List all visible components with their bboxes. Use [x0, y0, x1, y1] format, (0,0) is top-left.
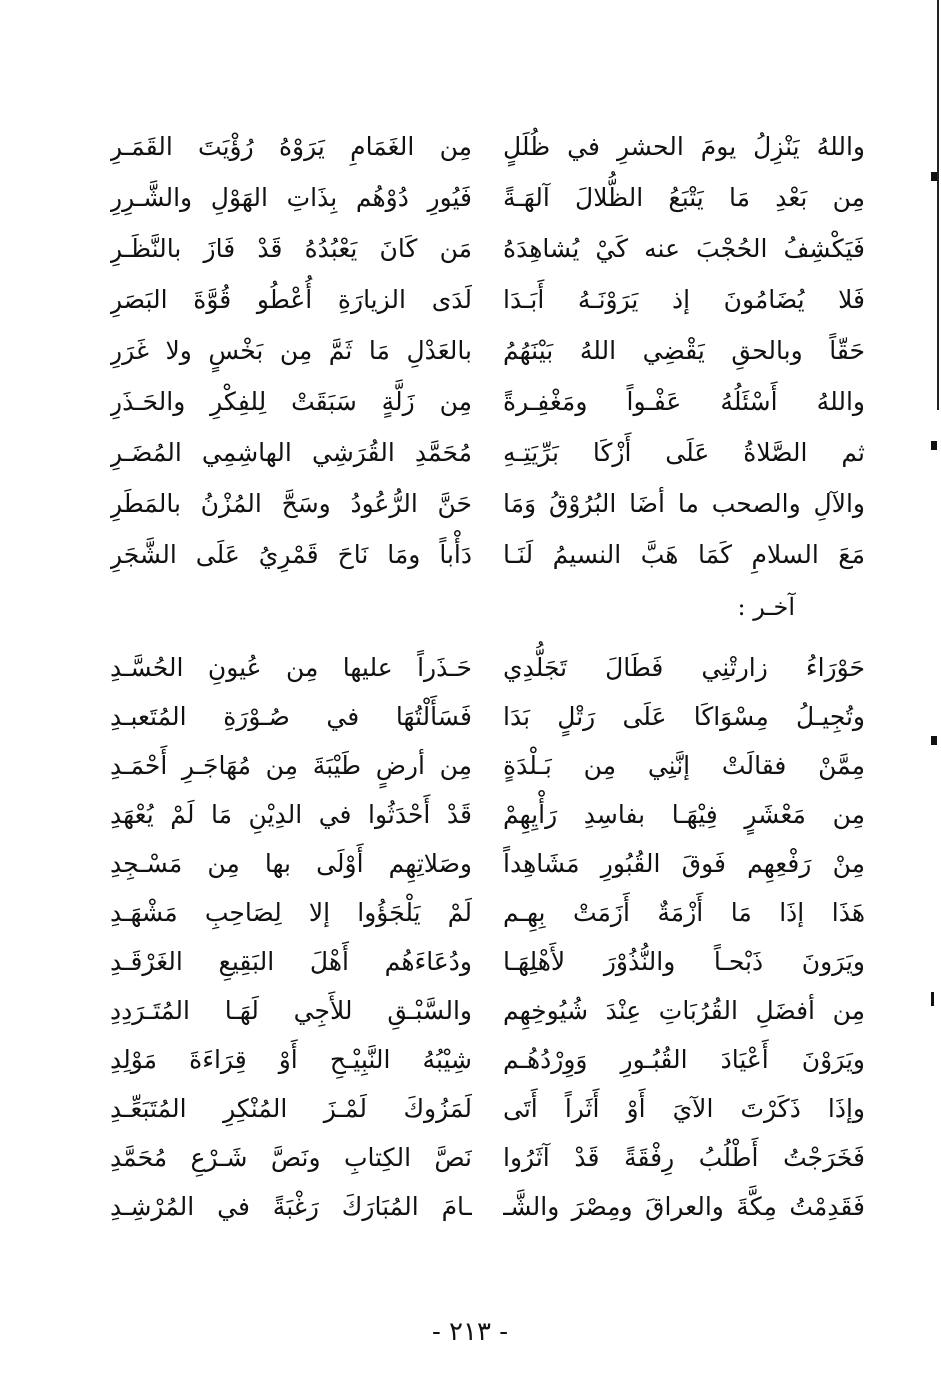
verse-second-hemistich: مِن زَلَّةٍ سَبَقَتْ لِلفِكْرِ والحَـذَرِ: [110, 387, 472, 416]
verse-first-hemistich: ثم الصَّلاةُ عَلَى أَزْكَا بَرِّيَتِـهِ: [503, 438, 865, 467]
verse-second-hemistich: حَنَّ الرُّعُودُ وسَحَّ المُزْنُ بالمَطَرِ: [110, 489, 472, 518]
verse-first-hemistich: مِمَّنْ فقالَتْ إنَّنِي مِن بَـلْدَةٍ: [503, 751, 865, 780]
verse: [0, 885, 941, 941]
verse-first-hemistich: مِن أفضَلِ القُرُبَاتِ عِنْدَ شُيُوخِهِم: [503, 996, 865, 1025]
verse-first-hemistich: فَلا يُضَامُونَ إذ يَرَوْنَـهُ أَبَـدَا: [503, 285, 865, 314]
verse: [0, 934, 941, 990]
verse: [0, 476, 941, 532]
verse-first-hemistich: وتُجِيـلُ مِسْوَاكَا عَلَى رَتْلٍ بَدَا: [503, 702, 865, 731]
verse-first-hemistich: واللهُ يَنْزِلُ يومَ الحشرِ في ظُلَلٍ: [503, 132, 865, 161]
verse-first-hemistich: مَعَ السلامِ كَمَا هَبَّ النسيمُ لَنَـا: [503, 540, 865, 569]
verse-second-hemistich: والسَّبْـقِ للأَجِي لَهَـا المُتَـرَدِدِ: [110, 996, 472, 1025]
verse-second-hemistich: وصَلاتِهِم أَوْلَى بها مِن مَسْـجِدِ: [110, 849, 472, 878]
verse: [0, 374, 941, 430]
verse-second-hemistich: لَمَزُوكَ لَمْـزَ المُنْكِرِ المُتَبَعِّـدِ: [110, 1094, 472, 1123]
verse-second-hemistich: فَيُورِ دُوْهُم بِذَاتِ الهَوْلِ والشَّـرِرِ: [110, 183, 472, 212]
verse: [0, 221, 941, 277]
verse: [0, 1081, 941, 1137]
verse-first-hemistich: ويَرَوْنَ أَعْيَادَ القُبُـورِ وَوِرْدُهُـم: [503, 1045, 865, 1074]
verse-first-hemistich: هَذَا إذَا مَا أَزْمَةٌ أَزَمَتْ بِهِـم: [503, 898, 865, 927]
verse-first-hemistich: واللهُ أَسْئَلُهُ عَفْـواً ومَغْفِـرةً: [503, 387, 865, 416]
verse-second-hemistich: قَدْ أَحْدَثُوا في الدِيْنِ مَا لَمْ يُعْهَدِ: [110, 800, 472, 829]
verse-first-hemistich: حَقّاً وبالحقِ يَقْضِي اللهُ بَيْنَهُمُ: [503, 336, 865, 365]
verse: [0, 1130, 941, 1186]
verse-second-hemistich: نَصَّ الكِتابِ ونَصَّ شَـرْعِ مُحَمَّدِ: [110, 1143, 472, 1172]
verse-second-hemistich: مِن أرضٍ طَيْبَةَ مِن مُهَاجَـرِ أَحْمَـدِ: [110, 751, 472, 780]
verse-first-hemistich: فَخَرَجْتُ أَطْلُبُ رِفْقَةً قَدْ آثَرُوا: [503, 1143, 865, 1172]
verse: [0, 1032, 941, 1088]
verse-first-hemistich: والآلِ والصحب ما أضَا البُرُوْقُ وَمَا: [503, 489, 865, 518]
verse-second-hemistich: مُحَمَّدِ القُرَشِي الهاشِمِي المُضَـرِ: [110, 438, 472, 467]
verse-second-hemistich: دَأْباً ومَا نَاحَ قَمْرِيُ عَلَى الشَّجَرِ: [110, 540, 472, 569]
verse-second-hemistich: فَسَأَلْتُهَا في صُـوْرَةِ المُتَعبـدِ: [110, 702, 472, 731]
verse: [0, 787, 941, 843]
verse-second-hemistich: شِيْبُهُ النَّبِيْـحِ أَوْ قِرَاءَةَ مَوْلِدِ: [110, 1045, 472, 1074]
verse-second-hemistich: ـامَ المُبَارَكَ رَغْبَةً في المُرْشِـدِ: [110, 1192, 472, 1221]
verse: [0, 170, 941, 226]
verse-second-hemistich: بالعَدْلِ مَا ثَمَّ مِن بَخْسٍ ولا غَرَرِ: [110, 336, 472, 365]
verse-first-hemistich: مِنْ رَفْعِهِم فَوقَ القُبُورِ مَشَاهِداً: [503, 849, 865, 878]
verse: [0, 272, 941, 328]
verse: [0, 738, 941, 794]
verse-first-hemistich: مِن مَعْشَرٍ فِيْهَـا بفاسِدِ رَأْيِهِمْ: [503, 800, 865, 829]
section-heading: آخـر :: [737, 593, 795, 621]
verse-first-hemistich: ويَرَونَ ذَبْحـاً والنُّذُوْرَ لأَهْلِهَـا: [503, 947, 865, 976]
verse-second-hemistich: مَن كَانَ يَعْبُدُهُ قَدْ فَازَ بالنَّظَـرِ: [110, 234, 472, 263]
verse: [0, 836, 941, 892]
verse-second-hemistich: لَمْ يَلْجَؤُوا إلا لِصَاحِبِ مَشْهَـدِ: [110, 898, 472, 927]
verse: [0, 983, 941, 1039]
verse-first-hemistich: حَوْرَاءُ زارتْنِي فَطَالَ تَجَلُّدِي: [503, 653, 865, 682]
verse: [0, 689, 941, 745]
verse-second-hemistich: ودُعَاءَهُم أَهْلَ البَقِيعِ الغَرْقَـدِ: [110, 947, 472, 976]
page-number: - ٢١٣ -: [431, 1317, 509, 1347]
verse: [0, 527, 941, 583]
verse-second-hemistich: حَـذَراً عليها مِن عُيونِ الحُسَّـدِ: [110, 653, 472, 682]
verse: [0, 323, 941, 379]
verse: [0, 1179, 941, 1235]
verse-second-hemistich: مِن الغَمَامِ يَرَوْهُ رُؤْيَتَ القَمَـرِ: [110, 132, 472, 161]
verse: [0, 119, 941, 175]
verse: [0, 640, 941, 696]
verse-first-hemistich: مِن بَعْدِ مَا يَتْبَعُ الظُّلالَ آلهَـةً: [503, 183, 865, 212]
verse-first-hemistich: فَيَكْشِفُ الحُجْبَ عنه كَيْ يُشاهِدَهُ: [503, 234, 865, 263]
verse-first-hemistich: وإذَا ذَكَرْتَ الآيَ أَوْ أَثَراً أَتَى: [503, 1094, 865, 1123]
verse-second-hemistich: لَدَى الزيارَةِ أُعْطُو قُوَّةَ البَصَرِ: [110, 285, 472, 314]
verse: [0, 425, 941, 481]
verse-first-hemistich: فَقَدِمْتُ مِكَّةَ والعراقَ ومِصْرَ والشَّـ: [503, 1192, 865, 1221]
